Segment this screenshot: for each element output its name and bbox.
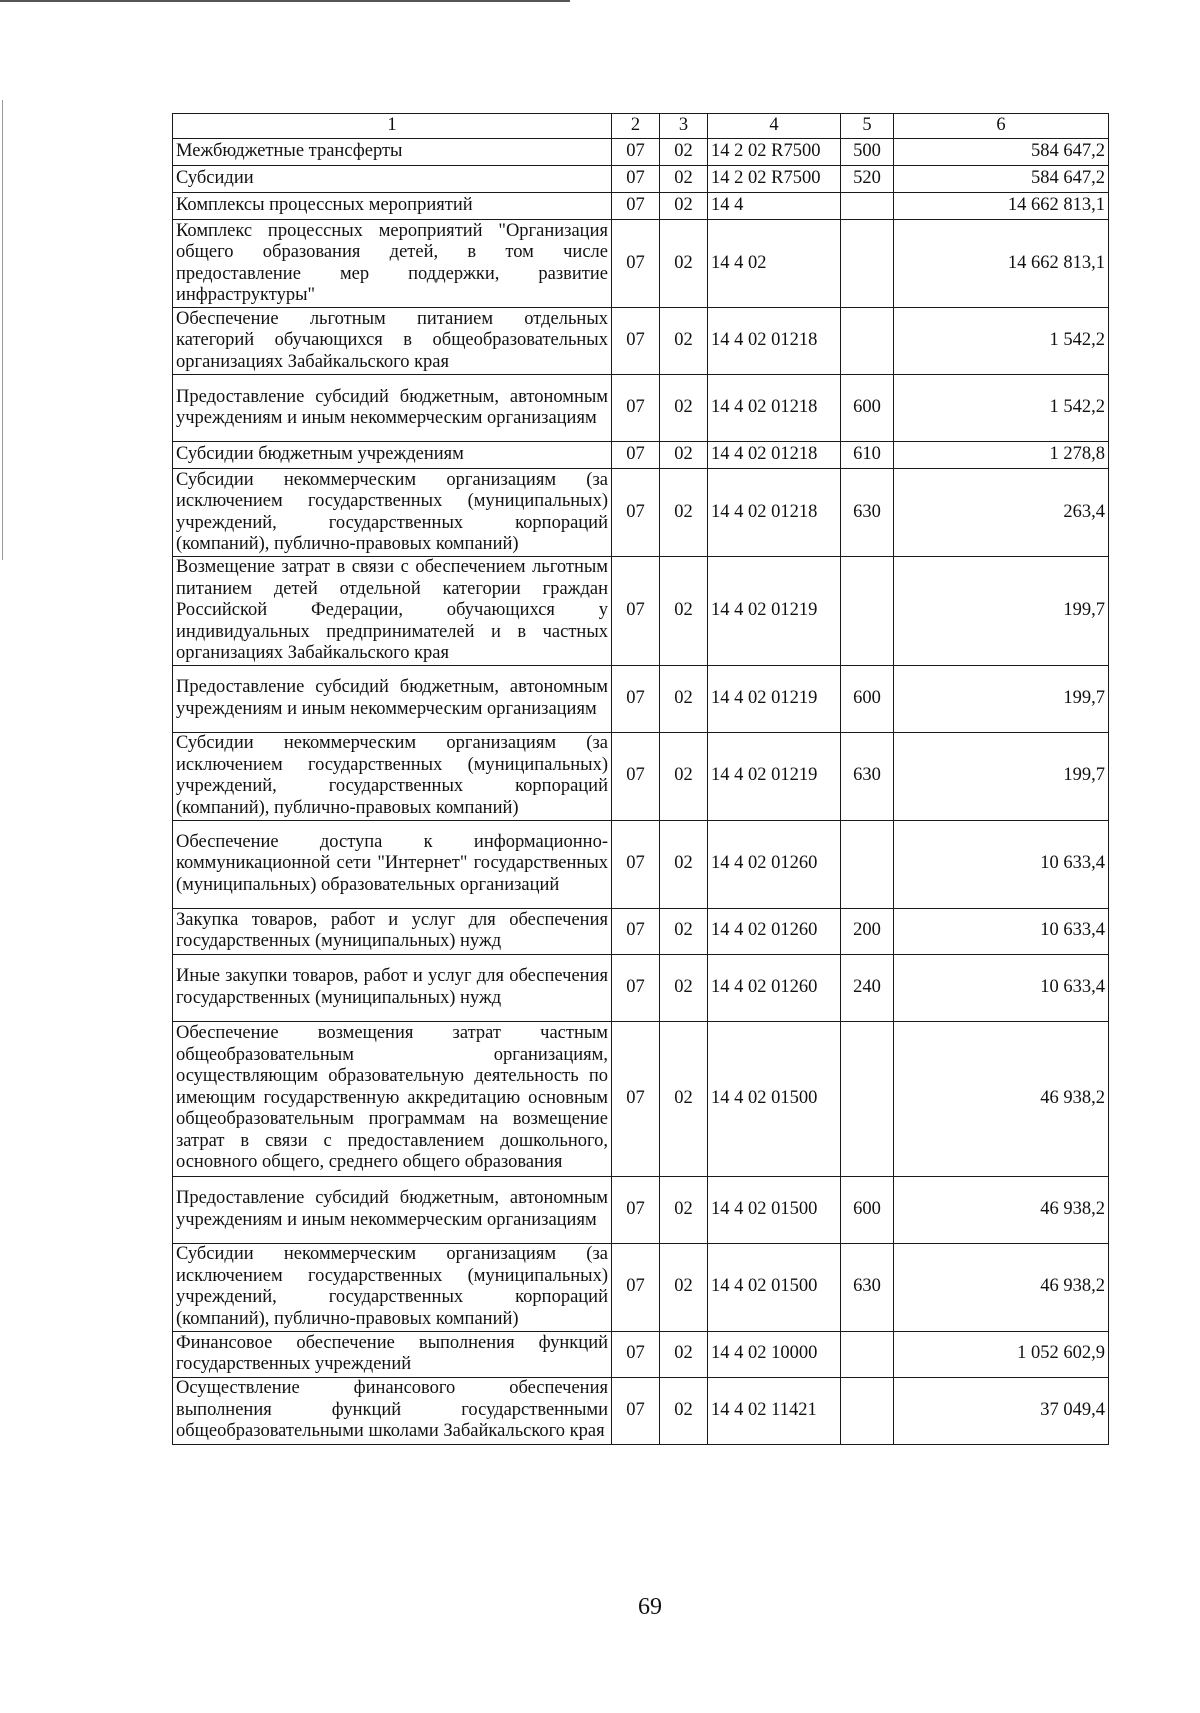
target-article-cell: 14 4 xyxy=(708,193,841,220)
row-name-cell: Субсидии некоммерческим организациям (за исключением государственных (муниципальных) учреждений, государственных корпораций (компаний), публично-правовых компаний) xyxy=(173,469,612,557)
subsection-cell: 02 xyxy=(660,954,708,1021)
expense-type-cell: 600 xyxy=(841,1176,894,1243)
row-name-cell: Предоставление субсидий бюджетным, автономным учреждениям и иным некоммерческим организациям xyxy=(173,1176,612,1243)
amount-cell: 199,7 xyxy=(894,732,1109,820)
section-cell: 07 xyxy=(612,954,660,1021)
section-cell: 07 xyxy=(612,375,660,442)
target-article-cell: 14 4 02 01219 xyxy=(708,732,841,820)
target-article-cell: 14 4 02 01218 xyxy=(708,469,841,557)
amount-cell: 1 542,2 xyxy=(894,308,1109,375)
row-name-cell: Комплексы процессных мероприятий xyxy=(173,193,612,220)
table-row xyxy=(173,220,1109,308)
amount-cell: 1 542,2 xyxy=(894,375,1109,442)
amount-cell: 584 647,2 xyxy=(894,166,1109,193)
table-row xyxy=(173,1331,1109,1377)
amount-cell: 263,4 xyxy=(894,469,1109,557)
expense-type-cell xyxy=(841,820,894,908)
column-header: 1 xyxy=(173,114,612,139)
row-name-cell: Возмещение затрат в связи с обеспечением льготным питанием детей отдельной категории граждан Российской Федерации, обучающихся у индивидуальных предпринимателей и в частных организациях Забайкальского края xyxy=(173,557,612,666)
subsection-cell: 02 xyxy=(660,732,708,820)
expense-type-cell: 500 xyxy=(841,139,894,166)
column-header: 3 xyxy=(660,114,708,139)
subsection-cell: 02 xyxy=(660,220,708,308)
table-row xyxy=(173,1021,1109,1176)
expense-type-cell xyxy=(841,557,894,666)
subsection-cell: 02 xyxy=(660,1176,708,1243)
target-article-cell: 14 4 02 01260 xyxy=(708,954,841,1021)
expense-type-cell xyxy=(841,1331,894,1377)
table-row xyxy=(173,308,1109,375)
row-name-cell: Субсидии некоммерческим организациям (за исключением государственных (муниципальных) учреждений, государственных корпораций (компаний), публично-правовых компаний) xyxy=(173,1243,612,1331)
amount-cell: 14 662 813,1 xyxy=(894,220,1109,308)
subsection-cell: 02 xyxy=(660,1243,708,1331)
section-cell: 07 xyxy=(612,1176,660,1243)
amount-cell: 199,7 xyxy=(894,557,1109,666)
column-header: 2 xyxy=(612,114,660,139)
section-cell: 07 xyxy=(612,220,660,308)
amount-cell: 37 049,4 xyxy=(894,1377,1109,1444)
expense-type-cell: 600 xyxy=(841,375,894,442)
row-name-cell: Комплекс процессных мероприятий "Организация общего образования детей, в том числе предоставление мер поддержки, развитие инфраструктуры" xyxy=(173,220,612,308)
row-name-cell: Закупка товаров, работ и услуг для обеспечения государственных (муниципальных) нужд xyxy=(173,908,612,954)
table-row xyxy=(173,665,1109,732)
amount-cell: 14 662 813,1 xyxy=(894,193,1109,220)
subsection-cell: 02 xyxy=(660,908,708,954)
target-article-cell: 14 4 02 01260 xyxy=(708,820,841,908)
row-name-cell: Межбюджетные трансферты xyxy=(173,139,612,166)
target-article-cell: 14 4 02 10000 xyxy=(708,1331,841,1377)
expense-type-cell: 200 xyxy=(841,908,894,954)
target-article-cell: 14 4 02 01218 xyxy=(708,375,841,442)
amount-cell: 1 278,8 xyxy=(894,442,1109,469)
table-row xyxy=(173,732,1109,820)
expense-type-cell: 600 xyxy=(841,665,894,732)
amount-cell: 584 647,2 xyxy=(894,139,1109,166)
table-row xyxy=(173,908,1109,954)
section-cell: 07 xyxy=(612,665,660,732)
section-cell: 07 xyxy=(612,908,660,954)
target-article-cell: 14 4 02 xyxy=(708,220,841,308)
section-cell: 07 xyxy=(612,820,660,908)
target-article-cell: 14 4 02 11421 xyxy=(708,1377,841,1444)
expense-type-cell xyxy=(841,1021,894,1176)
subsection-cell: 02 xyxy=(660,1377,708,1444)
subsection-cell: 02 xyxy=(660,139,708,166)
scan-edge-line xyxy=(0,0,570,2)
section-cell: 07 xyxy=(612,308,660,375)
amount-cell: 46 938,2 xyxy=(894,1243,1109,1331)
expense-type-cell xyxy=(841,308,894,375)
target-article-cell: 14 2 02 R7500 xyxy=(708,166,841,193)
table-row xyxy=(173,557,1109,666)
table-row xyxy=(173,954,1109,1021)
expense-type-cell: 630 xyxy=(841,732,894,820)
column-header: 4 xyxy=(708,114,841,139)
subsection-cell: 02 xyxy=(660,557,708,666)
subsection-cell: 02 xyxy=(660,375,708,442)
row-name-cell: Субсидии некоммерческим организациям (за исключением государственных (муниципальных) учреждений, государственных корпораций (компаний), публично-правовых компаний) xyxy=(173,732,612,820)
section-cell: 07 xyxy=(612,139,660,166)
target-article-cell: 14 4 02 01500 xyxy=(708,1243,841,1331)
expense-type-cell: 630 xyxy=(841,469,894,557)
amount-cell: 10 633,4 xyxy=(894,954,1109,1021)
target-article-cell: 14 4 02 01500 xyxy=(708,1176,841,1243)
expense-type-cell xyxy=(841,193,894,220)
section-cell: 07 xyxy=(612,469,660,557)
column-header: 6 xyxy=(894,114,1109,139)
target-article-cell: 14 4 02 01219 xyxy=(708,665,841,732)
amount-cell: 46 938,2 xyxy=(894,1021,1109,1176)
table-row xyxy=(173,375,1109,442)
row-name-cell: Предоставление субсидий бюджетным, автономным учреждениям и иным некоммерческим организациям xyxy=(173,665,612,732)
target-article-cell: 14 4 02 01218 xyxy=(708,308,841,375)
section-cell: 07 xyxy=(612,442,660,469)
section-cell: 07 xyxy=(612,1243,660,1331)
page-number: 69 xyxy=(638,1594,662,1620)
scan-edge-line-left xyxy=(2,100,3,560)
table-row xyxy=(173,1377,1109,1444)
table-header-row xyxy=(173,114,1109,139)
table-row xyxy=(173,442,1109,469)
target-article-cell: 14 4 02 01500 xyxy=(708,1021,841,1176)
section-cell: 07 xyxy=(612,166,660,193)
row-name-cell: Обеспечение доступа к информационно-коммуникационной сети "Интернет" государственных (муниципальных) образовательных организаций xyxy=(173,820,612,908)
table-row xyxy=(173,193,1109,220)
row-name-cell: Субсидии бюджетным учреждениям xyxy=(173,442,612,469)
section-cell: 07 xyxy=(612,193,660,220)
section-cell: 07 xyxy=(612,1377,660,1444)
row-name-cell: Осуществление финансового обеспечения выполнения функций государственными общеобразовательными школами Забайкальского края xyxy=(173,1377,612,1444)
section-cell: 07 xyxy=(612,1331,660,1377)
column-header: 5 xyxy=(841,114,894,139)
subsection-cell: 02 xyxy=(660,820,708,908)
row-name-cell: Предоставление субсидий бюджетным, автономным учреждениям и иным некоммерческим организациям xyxy=(173,375,612,442)
expense-type-cell: 520 xyxy=(841,166,894,193)
amount-cell: 46 938,2 xyxy=(894,1176,1109,1243)
amount-cell: 1 052 602,9 xyxy=(894,1331,1109,1377)
section-cell: 07 xyxy=(612,1021,660,1176)
target-article-cell: 14 2 02 R7500 xyxy=(708,139,841,166)
amount-cell: 10 633,4 xyxy=(894,820,1109,908)
row-name-cell: Субсидии xyxy=(173,166,612,193)
subsection-cell: 02 xyxy=(660,166,708,193)
section-cell: 07 xyxy=(612,732,660,820)
table-row xyxy=(173,166,1109,193)
target-article-cell: 14 4 02 01260 xyxy=(708,908,841,954)
table-row xyxy=(173,139,1109,166)
subsection-cell: 02 xyxy=(660,442,708,469)
expense-type-cell: 630 xyxy=(841,1243,894,1331)
table-row xyxy=(173,1176,1109,1243)
section-cell: 07 xyxy=(612,557,660,666)
expense-type-cell xyxy=(841,1377,894,1444)
row-name-cell: Финансовое обеспечение выполнения функций государственных учреждений xyxy=(173,1331,612,1377)
subsection-cell: 02 xyxy=(660,665,708,732)
table-row xyxy=(173,1243,1109,1331)
row-name-cell: Обеспечение льготным питанием отдельных категорий обучающихся в общеобразовательных организациях Забайкальского края xyxy=(173,308,612,375)
subsection-cell: 02 xyxy=(660,308,708,375)
target-article-cell: 14 4 02 01218 xyxy=(708,442,841,469)
amount-cell: 199,7 xyxy=(894,665,1109,732)
table-row xyxy=(173,820,1109,908)
budget-table xyxy=(172,113,1109,1445)
row-name-cell: Иные закупки товаров, работ и услуг для обеспечения государственных (муниципальных) нужд xyxy=(173,954,612,1021)
expense-type-cell: 610 xyxy=(841,442,894,469)
subsection-cell: 02 xyxy=(660,1331,708,1377)
subsection-cell: 02 xyxy=(660,469,708,557)
expense-type-cell: 240 xyxy=(841,954,894,1021)
subsection-cell: 02 xyxy=(660,1021,708,1176)
target-article-cell: 14 4 02 01219 xyxy=(708,557,841,666)
table-row xyxy=(173,469,1109,557)
amount-cell: 10 633,4 xyxy=(894,908,1109,954)
row-name-cell: Обеспечение возмещения затрат частным общеобразовательным организациям, осуществляющим образовательную деятельность по имеющим государственную аккредитацию основным общеобразовательным программам на возмещение затрат в связи с предоставлением дошкольного, основного общего, среднего общего образования xyxy=(173,1021,612,1176)
subsection-cell: 02 xyxy=(660,193,708,220)
expense-type-cell xyxy=(841,220,894,308)
